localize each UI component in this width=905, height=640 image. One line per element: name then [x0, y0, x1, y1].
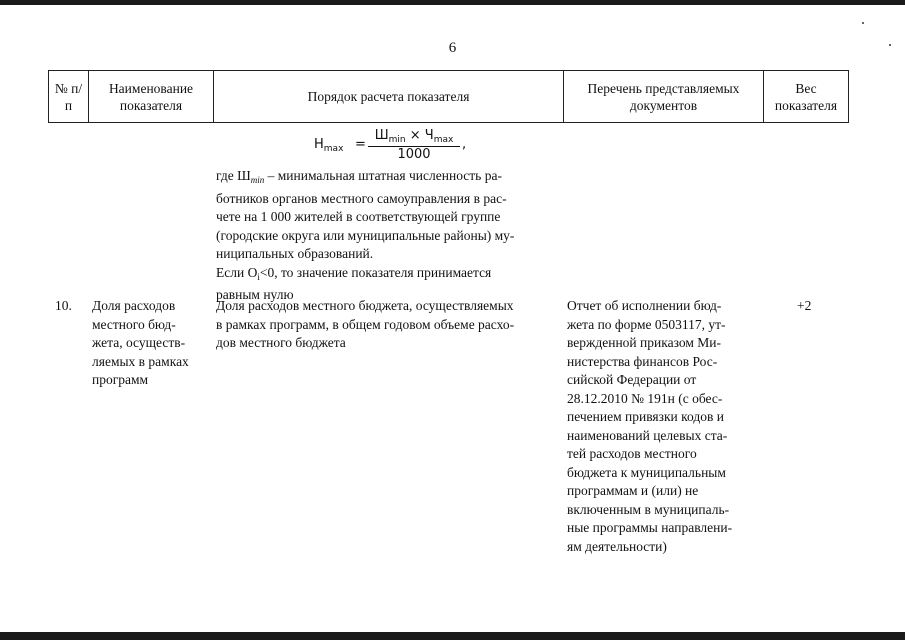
formula-denominator: 1000 [397, 147, 431, 162]
formula-lhs: $H_{max}$ [314, 137, 344, 154]
header-col-weight-label: Вес показателя [774, 80, 838, 113]
table-header [48, 70, 849, 123]
row-10-name: Доля расходов местного бюд- жета, осуществ- ляемых в рамках программ [92, 298, 189, 387]
scan-top-border [0, 0, 905, 5]
header-col-name [89, 71, 214, 122]
scan-bottom-border [0, 632, 905, 640]
header-col-docs [564, 71, 764, 122]
row-10-weight: +2 [797, 298, 812, 313]
header-col-weight [764, 71, 848, 122]
scan-speck [862, 22, 864, 24]
formula-comma: , [462, 137, 467, 152]
row-10-number: 10. [55, 298, 72, 313]
header-col-method [214, 71, 564, 122]
header-col-docs-label: Перечень представляемых документов [587, 80, 740, 113]
formula-equals: = [355, 137, 366, 152]
method-continuation: где $Ш_{min}$ – минимальная штатная численность ра- ботников органов местного самоуправления в рас- чете на 1 000 жителей в соответствующей группе (городские округа или муниципальные районы) му- ниципальных образований. Если $O_i<0$, то значение показателя принимается равным нулю [216, 168, 515, 302]
header-col-number [49, 71, 89, 122]
header-col-number-label: № п/п [54, 80, 83, 113]
row-10-documents: Отчет об исполнении бюд- жета по форме 0503117, ут- вержденной приказом Ми- нистерства финансов Рос- сийской Федерации от 28.12.2010 № 191н (с обес- печением привязки кодов и наименований целевых ста- тей расходов местного бюджета к муниципальным программам и (или) не включенным в муниципаль- ные программы направлени- ям деятельности) [567, 298, 733, 554]
page-number: 6 [448, 40, 457, 56]
header-col-name-label: Наименование показателя [108, 80, 194, 113]
formula-numerator: $Ш_{min} \times Ч_{max}$ [374, 128, 454, 145]
row-10-method: Доля расходов местного бюджета, осуществляемых в рамках программ, в общем годовом объеме расхо- дов местного бюджета [216, 298, 515, 350]
formula-hmax [314, 128, 474, 162]
header-col-method-label: Порядок расчета показателя [307, 89, 470, 104]
